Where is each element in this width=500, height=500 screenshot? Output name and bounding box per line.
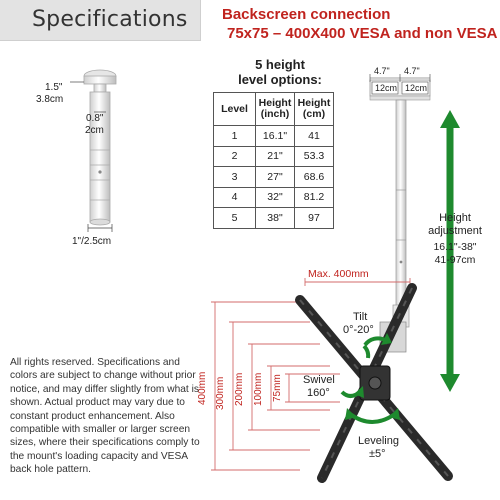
cell-inch: 21" (256, 146, 295, 167)
vesa-400-label: 400mm (197, 371, 208, 405)
height-table-title (225, 57, 335, 87)
leveling-label: Leveling (358, 435, 399, 447)
pole-step-cm: 2cm (85, 125, 104, 136)
col-height-inch (256, 93, 295, 126)
vesa-200-label: 200mm (234, 372, 245, 406)
vesa-range-heading: 75x75 – 400X400 VESA and non VESA (227, 25, 498, 42)
plate-left-cm: 12cm (375, 83, 398, 93)
height-table-title-line1: 5 height (255, 57, 305, 72)
pole-detail (84, 70, 116, 225)
backscreen-heading: Backscreen connection (222, 6, 391, 23)
cell-cm: 41 (295, 126, 334, 147)
pole-top-width-in: 1.5" (45, 82, 63, 93)
col-level: Level (214, 93, 256, 126)
disclaimer-text: All rights reserved. Specifications and colors are subject to change without prior notice, and may differ slightly from what is shown. Actual product may vary due to constant product enhancement. Also compatible with smaller or larger screen sizes, where their specifications comply to the mount's loading capacity and VESA back hole pattern. (10, 357, 200, 476)
height-range-in: 16.1"-38" (433, 241, 477, 253)
col-height-cm-l1: Height (297, 97, 331, 109)
col-height-inch-l2: (inch) (260, 108, 290, 120)
height-table-title-line2: level options: (238, 72, 322, 87)
table-header-row (214, 93, 334, 126)
cell-level: 5 (214, 208, 256, 229)
table-row (214, 146, 334, 167)
cell-inch: 38" (256, 208, 295, 229)
plate-left-in: 4.7" (374, 66, 390, 76)
height-adjustment-line2: adjustment (428, 225, 482, 237)
cell-cm: 81.2 (295, 187, 334, 208)
pole-step-in: 0.8" (86, 113, 104, 124)
leveling-range: ±5° (369, 448, 386, 460)
cell-level: 3 (214, 167, 256, 188)
cell-cm: 53.3 (295, 146, 334, 167)
page-title: Specifications (32, 7, 188, 32)
height-range-cm: 41-97cm (434, 254, 476, 266)
vesa-100-label: 100mm (253, 372, 264, 406)
swivel-label: Swivel (303, 374, 335, 386)
vesa-max-label: Max. 400mm (308, 268, 369, 280)
swivel-range: 160° (307, 387, 330, 399)
vesa-75-label: 75mm (272, 374, 283, 402)
tilt-range: 0°-20° (343, 324, 374, 336)
col-height-cm-l2: (cm) (302, 108, 326, 120)
cell-level: 4 (214, 187, 256, 208)
cell-level: 1 (214, 126, 256, 147)
cell-level: 2 (214, 146, 256, 167)
cell-cm: 97 (295, 208, 334, 229)
table-row (214, 126, 334, 147)
height-adjustment-label (420, 212, 490, 267)
cell-inch: 16.1" (256, 126, 295, 147)
pole-top-width-cm: 3.8cm (36, 94, 64, 105)
table-row (214, 167, 334, 188)
table-row (214, 187, 334, 208)
height-table (213, 92, 334, 229)
col-height-inch-l1: Height (258, 97, 292, 109)
cell-inch: 32" (256, 187, 295, 208)
col-height-cm (295, 93, 334, 126)
cell-cm: 68.6 (295, 167, 334, 188)
height-adjustment-line1: Height (439, 212, 471, 224)
table-row (214, 208, 334, 229)
plate-right-cm: 12cm (405, 83, 428, 93)
tilt-label: Tilt (353, 311, 368, 323)
pole-tube-diameter: 1"/2.5cm (72, 236, 112, 247)
vesa-300-label: 300mm (215, 376, 226, 410)
cell-inch: 27" (256, 167, 295, 188)
plate-right-in: 4.7" (404, 66, 420, 76)
